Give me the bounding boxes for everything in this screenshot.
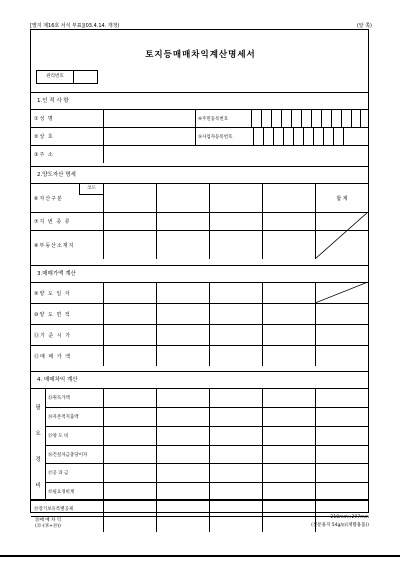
sale-gain-label <box>35 518 61 530</box>
acquisition-cost-label: ⑬취득가액 <box>48 395 70 401</box>
sale-price-field[interactable] <box>209 346 262 366</box>
name-label: ①성 명 <box>34 116 54 122</box>
address-field[interactable] <box>103 146 368 163</box>
transfer-area-label: ⑩양 도 면 적 <box>34 311 71 318</box>
paper-type-note: (신문용지 54g/㎡(재활용품)) <box>311 523 369 528</box>
acquisition-cost-field[interactable] <box>156 388 209 407</box>
business-no-digit[interactable] <box>303 128 313 145</box>
business-no-digit[interactable] <box>253 128 263 145</box>
capital-expenditure-field[interactable] <box>156 408 209 426</box>
asset-type-field[interactable] <box>156 184 209 212</box>
expense-total-field[interactable] <box>262 483 315 500</box>
standard-price-field[interactable] <box>156 325 209 345</box>
transfer-date-label: ⑨양 도 일 자 <box>34 290 71 297</box>
business-no-digit[interactable] <box>333 128 343 145</box>
transfer-date-field[interactable] <box>103 283 156 303</box>
transfer-cost-label: ⑮양 도 비 <box>48 434 69 439</box>
paper-size-note: 210mm×297mm <box>330 515 369 520</box>
resident-no-digit[interactable] <box>331 110 341 127</box>
management-no-field[interactable] <box>74 70 98 84</box>
special-deduction-field[interactable] <box>103 501 156 516</box>
resident-no-digit[interactable] <box>251 110 261 127</box>
business-no-digit[interactable] <box>313 128 323 145</box>
expense-total-total[interactable] <box>315 483 368 500</box>
row-public-charges <box>45 463 368 482</box>
capital-expenditure-field[interactable] <box>103 408 156 426</box>
trade-name-field[interactable] <box>103 128 195 145</box>
asset-type-field[interactable] <box>209 184 262 212</box>
special-deduction-field[interactable] <box>209 501 262 516</box>
construction-interest-field[interactable] <box>209 446 262 463</box>
row-capital-expenditure <box>45 407 368 426</box>
construction-interest-field[interactable] <box>262 446 315 463</box>
form-reference: [별지 제16호 서식 부표](03.4.14. 개정) <box>30 23 120 29</box>
resident-no-digit[interactable] <box>360 110 368 127</box>
form-title: 토지등매매차익계산명세서 <box>145 50 256 60</box>
land-use-field[interactable] <box>262 213 315 230</box>
row-address <box>31 145 368 163</box>
total-strike-line <box>315 212 368 259</box>
land-use-field[interactable] <box>103 213 156 230</box>
sale-gain-field[interactable] <box>103 517 156 532</box>
section-asset-details-heading: 2.양도자산 명세 <box>31 166 368 183</box>
acquisition-cost-total[interactable] <box>315 388 368 407</box>
business-no-digit[interactable] <box>293 128 303 145</box>
location-label: ⑧부동산소재지 <box>34 242 75 249</box>
code-label: 코드 <box>79 184 103 195</box>
expense-total-field[interactable] <box>209 483 262 500</box>
resident-no-digit[interactable] <box>341 110 351 127</box>
transfer-date-field[interactable] <box>262 283 315 303</box>
location-field[interactable] <box>156 231 209 259</box>
resident-no-digit[interactable] <box>311 110 321 127</box>
construction-interest-field[interactable] <box>156 446 209 463</box>
side-label-char: 비 <box>35 483 41 489</box>
resident-no-digit[interactable] <box>301 110 311 127</box>
page-bottom-rule <box>0 555 400 557</box>
special-deduction-total[interactable] <box>315 501 368 516</box>
sale-gain-field[interactable] <box>156 517 209 532</box>
resident-no-digit[interactable] <box>261 110 271 127</box>
side-label-char: 필 <box>35 405 41 411</box>
total-label: 합 계 <box>315 184 368 212</box>
land-use-field[interactable] <box>209 213 262 230</box>
public-charges-label: ⑰공 과 금 <box>48 471 69 476</box>
transfer-cost-field[interactable] <box>209 427 262 445</box>
address-label: ③주 소 <box>34 152 54 158</box>
row-construction-interest <box>45 445 368 463</box>
business-no-digit[interactable] <box>283 128 293 145</box>
section-sale-price-heading: 3.매매가액 계산 <box>31 265 368 282</box>
row-standard-price <box>31 324 368 345</box>
sale-price-field[interactable] <box>103 346 156 366</box>
transfer-area-total[interactable] <box>315 304 368 324</box>
section-gain-calc-heading: 4. 매매차익 계산 <box>31 371 368 388</box>
business-no-digit[interactable] <box>323 128 333 145</box>
public-charges-field[interactable] <box>103 464 156 482</box>
row-transfer-cost <box>45 426 368 445</box>
resident-no-digit[interactable] <box>351 110 360 127</box>
management-no-label: 관리번호 <box>36 70 74 84</box>
location-field[interactable] <box>103 231 156 259</box>
transfer-date-field[interactable] <box>156 283 209 303</box>
row-name <box>31 109 368 127</box>
public-charges-total[interactable] <box>315 464 368 482</box>
row-sale-price <box>31 345 368 366</box>
trade-name-label: ②상 호 <box>34 134 54 140</box>
capital-expenditure-field[interactable] <box>209 408 262 426</box>
row-special-deduction <box>31 500 368 516</box>
asset-type-field[interactable] <box>103 184 156 212</box>
side-label-char: 요 <box>35 431 41 437</box>
standard-price-field[interactable] <box>209 325 262 345</box>
public-charges-field[interactable] <box>156 464 209 482</box>
side-label-char: 경 <box>35 457 41 463</box>
business-no-label: ⑤사업자등록번호 <box>198 134 233 140</box>
row-expense-total <box>45 482 368 500</box>
location-field[interactable] <box>209 231 262 259</box>
transfer-cost-field[interactable] <box>103 427 156 445</box>
standard-price-total[interactable] <box>315 325 368 345</box>
sale-price-field[interactable] <box>262 346 315 366</box>
total-strike-line <box>315 282 368 303</box>
location-field[interactable] <box>262 231 315 259</box>
transfer-area-field[interactable] <box>156 304 209 324</box>
transfer-cost-field[interactable] <box>262 427 315 445</box>
expense-total-field[interactable] <box>156 483 209 500</box>
business-no-digit[interactable] <box>263 128 273 145</box>
business-no-digit[interactable] <box>273 128 283 145</box>
sale-gain-label-line1: ⑳매 매 차 익 <box>35 518 62 523</box>
standard-price-field[interactable] <box>262 325 315 345</box>
transfer-date-field[interactable] <box>209 283 262 303</box>
capital-expenditure-total[interactable] <box>315 408 368 426</box>
sale-price-total[interactable] <box>315 346 368 366</box>
section-personal-info-heading: 1.인 적 사 항 <box>31 92 368 109</box>
capital-expenditure-label: ⑭자본적지출액 <box>48 415 79 420</box>
special-deduction-label: ⑲장기보유특별공제 <box>34 506 74 512</box>
acquisition-cost-field[interactable] <box>103 388 156 407</box>
sale-price-label: ⑫매 매 가 액 <box>34 353 72 360</box>
resident-no-digit[interactable] <box>321 110 331 127</box>
page-side-label: (앞 쪽) <box>356 23 372 29</box>
acquisition-cost-field[interactable] <box>209 388 262 407</box>
sale-gain-label-line2: (⑫-(⑱+⑲)) <box>35 524 61 529</box>
sale-gain-field[interactable] <box>209 517 262 532</box>
construction-interest-label: ⑯건설자금충당이자 <box>48 452 88 458</box>
resident-no-digit[interactable] <box>271 110 281 127</box>
special-deduction-field[interactable] <box>262 501 315 516</box>
expense-total-field[interactable] <box>103 483 156 500</box>
sale-gain-field[interactable] <box>262 517 315 532</box>
name-field[interactable] <box>103 110 195 127</box>
row-transfer-area <box>31 303 368 324</box>
resident-no-digit[interactable] <box>281 110 291 127</box>
transfer-area-field[interactable] <box>209 304 262 324</box>
transfer-cost-total[interactable] <box>315 427 368 445</box>
expense-total-label: ⑱필요경비계 <box>48 489 75 495</box>
transfer-area-field[interactable] <box>103 304 156 324</box>
land-use-label: ⑦지 번 종 류 <box>34 219 71 225</box>
row-asset-type <box>31 183 368 212</box>
transfer-area-field[interactable] <box>262 304 315 324</box>
asset-type-label: ⑥자산구분 <box>34 195 63 202</box>
construction-interest-total[interactable] <box>315 446 368 463</box>
capital-expenditure-field[interactable] <box>262 408 315 426</box>
special-deduction-field[interactable] <box>156 501 209 516</box>
business-no-digit[interactable] <box>343 128 368 145</box>
row-trade-name <box>31 127 368 145</box>
sale-price-field[interactable] <box>156 346 209 366</box>
land-use-field[interactable] <box>156 213 209 230</box>
row-acquisition-cost <box>45 388 368 407</box>
construction-interest-field[interactable] <box>103 446 156 463</box>
standard-price-label: ⑪기 준 시 가 <box>34 332 72 339</box>
resident-no-digit[interactable] <box>291 110 301 127</box>
public-charges-field[interactable] <box>209 464 262 482</box>
public-charges-field[interactable] <box>262 464 315 482</box>
standard-price-field[interactable] <box>103 325 156 345</box>
acquisition-cost-field[interactable] <box>262 388 315 407</box>
asset-type-field[interactable] <box>262 184 315 212</box>
transfer-cost-field[interactable] <box>156 427 209 445</box>
resident-no-label: ④주민등록번호 <box>198 116 229 122</box>
